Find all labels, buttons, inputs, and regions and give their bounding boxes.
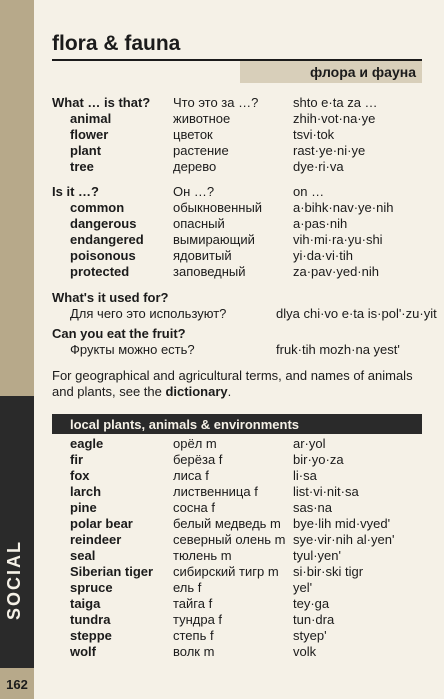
term-english: protected	[70, 264, 130, 279]
term-russian: обыкновенный	[173, 200, 263, 215]
term-transliteration: dye·ri·va	[293, 159, 344, 174]
term-english: larch	[70, 484, 102, 499]
term-transliteration: yel'	[293, 580, 313, 595]
term-russian: Что это за …?	[173, 95, 259, 110]
term-russian: заповедный	[173, 264, 246, 279]
table-row	[52, 516, 423, 532]
term-english: taiga	[70, 596, 101, 611]
section-label: SOCIAL	[4, 539, 24, 620]
term-transliteration: tun·dra	[293, 612, 335, 627]
table-row	[52, 436, 423, 452]
dictionary-note	[52, 368, 422, 400]
table-row	[52, 596, 423, 612]
table-row	[52, 548, 423, 564]
term-russian: Он …?	[173, 184, 215, 199]
term-english: Is it …?	[52, 184, 99, 199]
term-transliteration: volk	[293, 644, 317, 659]
term-russian: ель f	[173, 580, 202, 595]
table-row	[52, 159, 423, 175]
term-transliteration: za·pav·yed·nih	[293, 264, 379, 279]
term-transliteration: sye·vir·nih al·yen'	[293, 532, 395, 547]
phrase-eat-fruit	[52, 326, 400, 358]
table-row	[52, 200, 423, 216]
term-english: eagle	[70, 436, 104, 451]
table-row	[52, 580, 423, 596]
term-transliteration: a·pas·nih	[293, 216, 348, 231]
term-russian: лиственница f	[173, 484, 258, 499]
term-transliteration: bye·lih mid·vyed'	[293, 516, 391, 531]
term-english: What … is that?	[52, 95, 151, 110]
term-russian: растение	[173, 143, 229, 158]
term-english: common	[70, 200, 125, 215]
page-title: flora & fauna	[52, 32, 181, 55]
term-russian: тайга f	[173, 596, 213, 611]
term-russian: берёза f	[173, 452, 223, 467]
term-english: seal	[70, 548, 96, 563]
term-transliteration: sas·na	[293, 500, 333, 515]
phrase-english: Can you eat the fruit?	[52, 326, 186, 341]
phrase-group-what-is-that	[52, 95, 423, 175]
table-row	[52, 127, 423, 143]
term-russian: животное	[173, 111, 231, 126]
term-english: dangerous	[70, 216, 137, 231]
term-english: pine	[70, 500, 97, 515]
term-english: steppe	[70, 628, 112, 643]
note-text: For geographical and agricultural terms, and names of animals and plants, see the	[52, 368, 413, 399]
term-russian: вымирающий	[173, 232, 255, 247]
section-tab	[0, 396, 34, 668]
term-russian: северный олень m	[173, 532, 286, 547]
term-transliteration: rast·ye·ni·ye	[293, 143, 366, 158]
page-subtitle: флора и фауна	[240, 61, 422, 83]
table-row	[52, 564, 423, 580]
table-row	[52, 452, 423, 468]
term-russian: цветок	[173, 127, 213, 142]
phrase-transliteration: fruk·tih mozh·na yest'	[276, 342, 400, 357]
term-transliteration: a·bihk·nav·ye·nih	[293, 200, 394, 215]
term-transliteration: on …	[293, 184, 325, 199]
table-row	[52, 248, 423, 264]
table-row	[52, 111, 423, 127]
vocabulary-table	[52, 436, 423, 660]
table-row	[52, 95, 423, 111]
term-russian: опасный	[173, 216, 225, 231]
term-english: polar bear	[70, 516, 133, 531]
table-row	[52, 628, 423, 644]
table-row	[52, 264, 423, 280]
page-number: 162	[0, 670, 34, 699]
phrase-group-is-it	[52, 184, 423, 280]
table-row	[52, 184, 423, 200]
term-transliteration: tsvi·tok	[293, 127, 335, 142]
table-row	[52, 232, 423, 248]
table-heading: local plants, animals & environments	[52, 414, 422, 434]
table-row	[52, 216, 423, 232]
term-transliteration: vih·mi·ra·yu·shi	[293, 232, 383, 247]
phrase-english: What's it used for?	[52, 290, 169, 305]
note-dictionary-ref: dictionary	[165, 384, 228, 399]
term-english: plant	[70, 143, 102, 158]
term-transliteration: tyul·yen'	[293, 548, 342, 563]
term-transliteration: styep'	[293, 628, 327, 643]
table-row	[52, 612, 423, 628]
table-row	[52, 500, 423, 516]
term-transliteration: li·sa	[293, 468, 317, 483]
term-english: wolf	[70, 644, 96, 659]
term-english: tundra	[70, 612, 111, 627]
term-transliteration: tey·ga	[293, 596, 330, 611]
note-end: .	[227, 384, 232, 399]
term-english: flower	[70, 127, 109, 142]
term-russian: сибирский тигр m	[173, 564, 279, 579]
term-transliteration: yi·da·vi·tih	[293, 248, 353, 263]
table-row	[52, 532, 423, 548]
table-row	[52, 468, 423, 484]
phrase-russian: Для чего это используют?	[70, 306, 227, 321]
term-transliteration: ar·yol	[293, 436, 326, 451]
term-english: fir	[70, 452, 83, 467]
term-english: reindeer	[70, 532, 122, 547]
term-english: fox	[70, 468, 90, 483]
term-transliteration: list·vi·nit·sa	[293, 484, 359, 499]
term-russian: дерево	[173, 159, 217, 174]
term-transliteration: bir·yo·za	[293, 452, 344, 467]
term-transliteration: shto e·ta za …	[293, 95, 378, 110]
term-english: poisonous	[70, 248, 136, 263]
term-transliteration: si·bir·ski tigr	[293, 564, 364, 579]
term-english: tree	[70, 159, 94, 174]
term-russian: орёл m	[173, 436, 217, 451]
phrase-russian: Фрукты можно есть?	[70, 342, 195, 357]
term-russian: тюлень m	[173, 548, 232, 563]
table-row	[52, 143, 423, 159]
term-russian: степь f	[173, 628, 214, 643]
table-row	[52, 644, 423, 660]
term-russian: волк m	[173, 644, 215, 659]
term-english: Siberian tiger	[70, 564, 154, 579]
term-russian: белый медведь m	[173, 516, 281, 531]
phrase-used-for	[52, 290, 437, 322]
phrase-transliteration: dlya chi·vo e·ta is·pol'·zu·yit	[276, 306, 437, 321]
table-row	[52, 484, 423, 500]
term-russian: тундра f	[173, 612, 223, 627]
term-russian: ядовитый	[173, 248, 232, 263]
term-transliteration: zhih·vot·na·ye	[293, 111, 376, 126]
term-russian: лиса f	[173, 468, 209, 483]
term-english: spruce	[70, 580, 113, 595]
term-russian: сосна f	[173, 500, 216, 515]
term-english: animal	[70, 111, 112, 126]
term-english: endangered	[70, 232, 144, 247]
